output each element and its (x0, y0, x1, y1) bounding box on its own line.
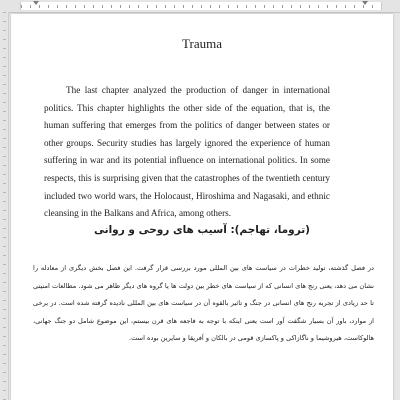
ruler-scale (20, 2, 382, 10)
english-paragraph: The last chapter analyzed the production of danger in international politics. This chapter highlights the other side of the equation, that is, the human suffering that emerges from the politics of danger between states or other groups. Security studies has largely ignored the experience of human suffering in war and its potential influence on international politics. In some respects, this is surprising given that the catastrophes of the twentieth century included two world wars, the Holocaust, Hiroshima and Nagasaki, and ethnic cleansing in the Balkans and Africa, among others. (44, 85, 330, 219)
right-indent-marker[interactable] (362, 1, 368, 5)
left-indent-marker[interactable] (33, 1, 39, 5)
persian-paragraph: در فصل گذشته، تولید خطرات در سیاست های بین المللی مورد بررسی قرار گرفت. این فصل بخش دیگری از معادله را نشان می دهد، یعنی رنج های انسانی که از سیاست های خطر بین دولت ها یا گروه های دیگر ظاهر می شود. مطالعات امنیتی تا حد زیادی از تجربه رنج های انسانی در جنگ و تاثیر بالقوه آن در سیاست های بین المللی نادیده گرفته شده است. در برخی از موارد، باور آن بسیار شگفت آور است یعنی اینکه با توجه به فاجعه های قرن بیستم، این موضوع شامل دو جنگ جهانی، هالوکاست، هیروشیما و ناگازاکی و پاکسازی قومی در بالکان و آفریقا و سایرین بوده است. (33, 264, 374, 343)
persian-heading: (تروما، تهاجم): آسیب های روحی و روانی (94, 224, 310, 236)
document-page[interactable] (11, 14, 393, 400)
document-title: Trauma (182, 36, 222, 51)
vertical-ruler[interactable] (0, 12, 9, 400)
horizontal-ruler[interactable] (0, 0, 400, 13)
